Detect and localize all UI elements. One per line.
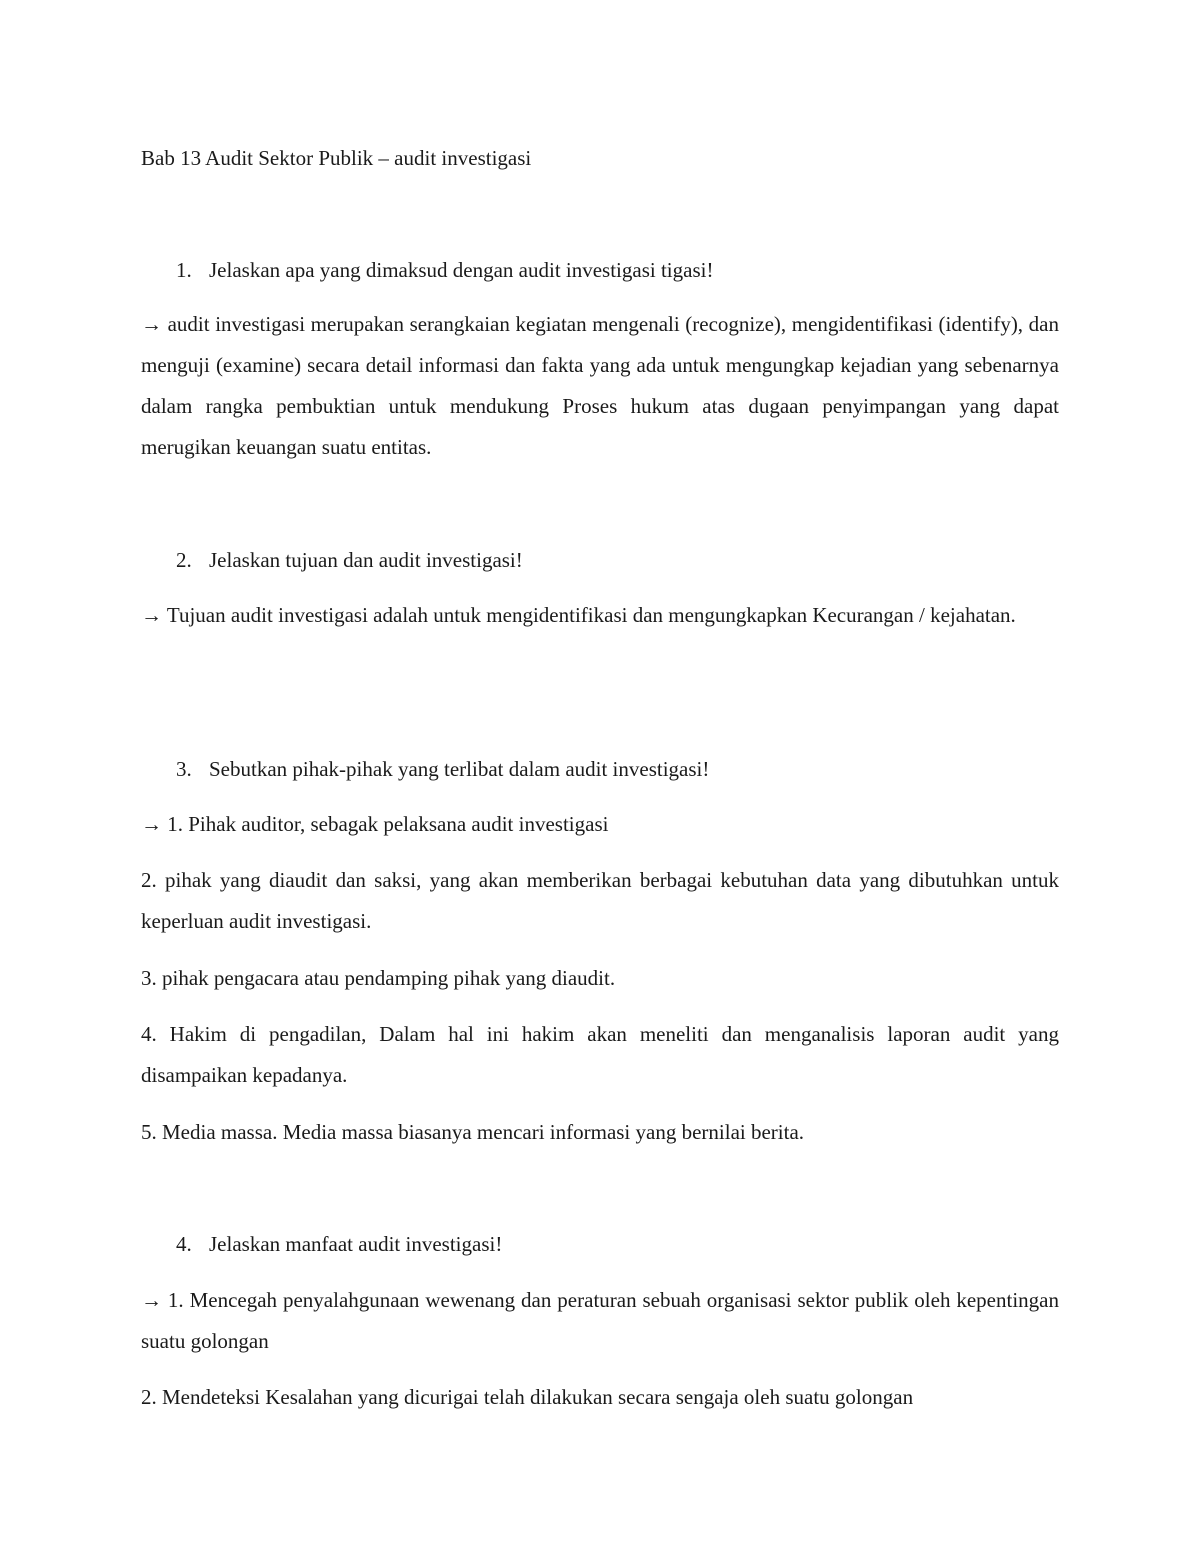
document-title: Bab 13 Audit Sektor Publik – audit investigasi xyxy=(141,146,532,170)
answer-3-paragraph-5: 5. Media massa. Media massa biasanya mencari informasi yang bernilai berita. xyxy=(141,1120,805,1144)
question-4 xyxy=(141,1230,502,1258)
question-2 xyxy=(141,546,523,574)
answer-4-paragraph-1: → 1. Mencegah penyalahgunaan wewenang dan peraturan sebuah organisasi sektor publik oleh kepentingan suatu golongan xyxy=(141,1288,1059,1353)
answer-4-paragraph-2: 2. Mendeteksi Kesalahan yang dicurigai telah dilakukan secara sengaja oleh suatu golongan xyxy=(141,1385,914,1409)
question-number: 3. xyxy=(176,757,192,781)
question-text: Jelaskan manfaat audit investigasi! xyxy=(209,1232,503,1256)
question-number: 4. xyxy=(176,1232,192,1256)
answer-3-paragraph-4: 4. Hakim di pengadilan, Dalam hal ini hakim akan meneliti dan menganalisis laporan audit yang disampaikan kepadanya. xyxy=(141,1022,1059,1087)
answer-3-paragraph-1: → 1. Pihak auditor, sebagak pelaksana audit investigasi xyxy=(141,812,609,836)
answer-2-paragraph-1: → Tujuan audit investigasi adalah untuk mengidentifikasi dan mengungkapkan Kecurangan / kejahatan. xyxy=(141,603,1016,627)
question-3 xyxy=(141,755,709,783)
answer-3-paragraph-2: 2. pihak yang diaudit dan saksi, yang akan memberikan berbagai kebutuhan data yang dibutuhkan untuk keperluan audit investigasi. xyxy=(141,868,1059,933)
answer-3-paragraph-3: 3. pihak pengacara atau pendamping pihak yang diaudit. xyxy=(141,966,616,990)
answer-1-paragraph-1: → audit investigasi merupakan serangkaian kegiatan mengenali (recognize), mengidentifikasi (identify), dan menguji (examine) secara detail informasi dan fakta yang ada untuk mengungkap kejadian yang sebenarnya dalam rangka pembuktian untuk mendukung Proses hukum atas dugaan penyimpangan yang dapat merugikan keuangan suatu entitas. xyxy=(141,312,1059,459)
question-text: Jelaskan apa yang dimaksud dengan audit investigasi tigasi! xyxy=(209,258,714,282)
question-text: Sebutkan pihak-pihak yang terlibat dalam audit investigasi! xyxy=(209,757,710,781)
question-text: Jelaskan tujuan dan audit investigasi! xyxy=(209,548,523,572)
question-number: 2. xyxy=(176,548,192,572)
question-number: 1. xyxy=(176,258,192,282)
question-1 xyxy=(141,256,713,284)
